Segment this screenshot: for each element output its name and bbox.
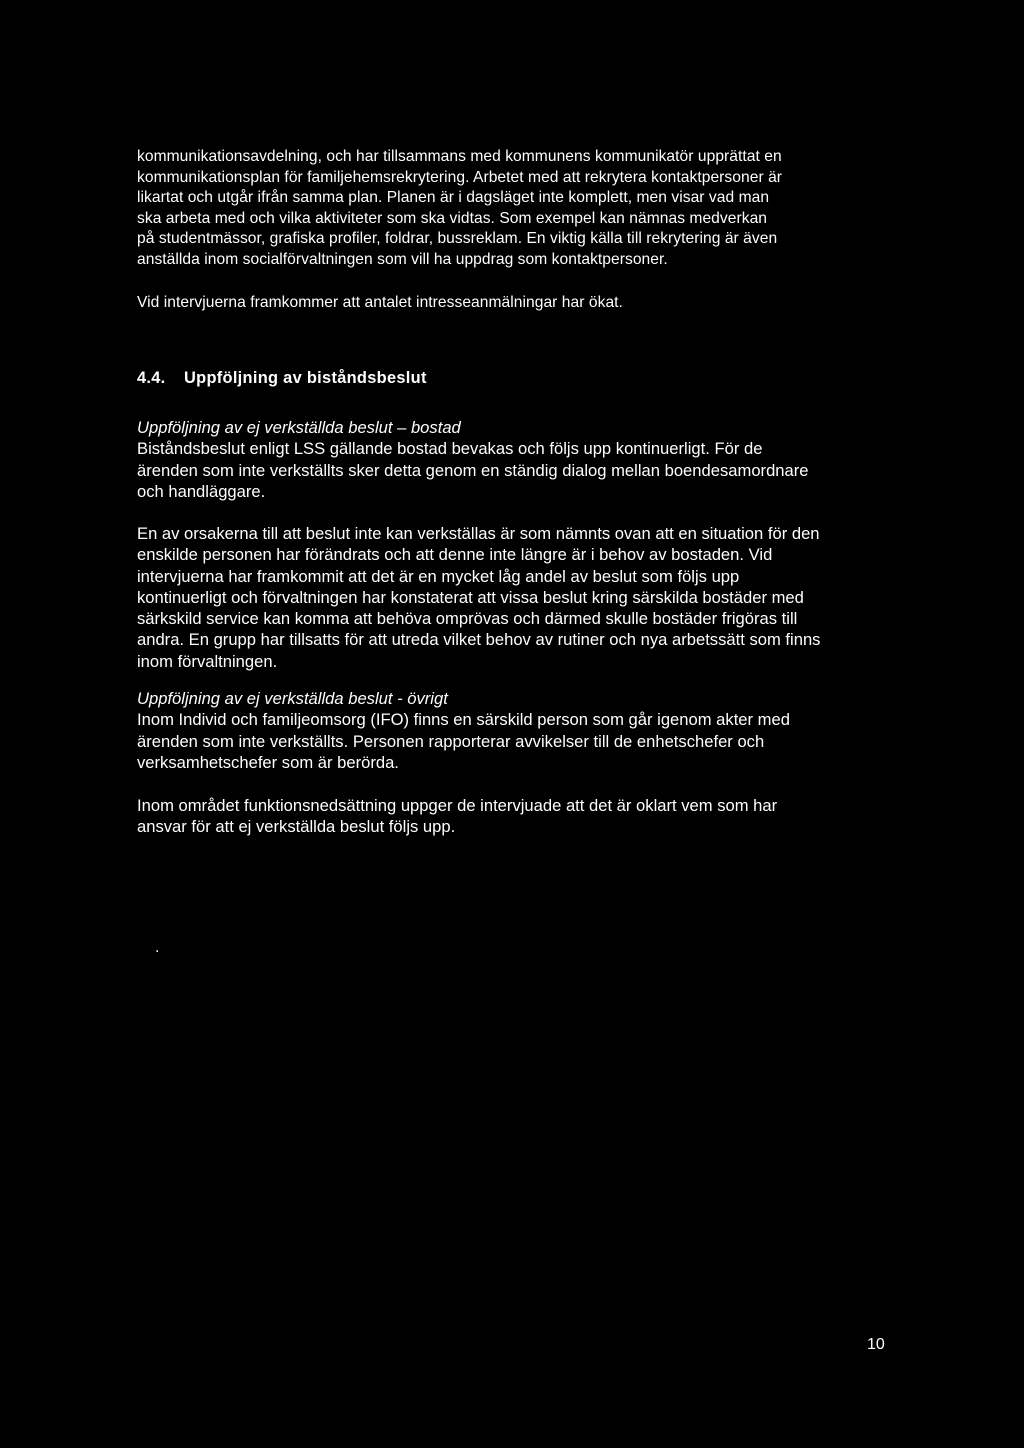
- subsection-title: Uppföljning av ej verkställda beslut - övrigt: [137, 689, 448, 708]
- section-title: Uppföljning av biståndsbeslut: [184, 369, 427, 387]
- text-line: ansvar för att ej verkställda beslut följs upp.: [137, 817, 456, 837]
- text-line: på studentmässor, grafiska profiler, foldrar, bussreklam. En viktig källa till rekrytering är även: [137, 230, 778, 248]
- text-line: ska arbeta med och vilka aktiviteter som ska vidtas. Som exempel kan nämnas medverkan: [137, 209, 768, 227]
- paragraph-recruitment: [137, 147, 897, 271]
- text-line: En av orsakerna till att beslut inte kan verkställas är som nämnts ovan att en situation för den: [137, 524, 820, 543]
- text-line: och handläggare.: [137, 481, 266, 501]
- text-line: kommunikationsavdelning, och har tillsammans med kommunens kommunikatör upprättat en: [137, 148, 782, 165]
- stray-mark: .: [155, 939, 160, 956]
- paragraph-reasons: [137, 523, 897, 672]
- text-line: kommunikationsplan för familjehemsrekrytering. Arbetet med att rekrytera kontaktpersoner är: [137, 168, 783, 186]
- section-number: 4.4.: [137, 369, 166, 387]
- text-line: enskilde personen har förändrats och att denne inte längre är i behov av bostaden. Vid: [137, 545, 773, 565]
- text-line: Inom Individ och familjeomsorg (IFO) finns en särskild person som går igenom akter med: [137, 710, 790, 730]
- page-number: 10: [867, 1336, 885, 1353]
- text-line: Biståndsbeslut enligt LSS gällande bostad bevakas och följs upp kontinuerligt. För de: [137, 439, 763, 459]
- subsection-housing: [137, 417, 897, 502]
- text-line: kontinuerligt och förvaltningen har konstaterat att vissa beslut kring särskilda bostäder med: [137, 587, 804, 607]
- paragraph-disability: [137, 795, 897, 838]
- text-line: ärenden som inte verkställts sker detta genom en ständig dialog mellan boendesamordnare: [137, 460, 809, 480]
- subsection-other: [137, 688, 897, 773]
- text-line: inom förvaltningen.: [137, 651, 278, 671]
- text-line: Inom området funktionsnedsättning uppger de intervjuade att det är oklart vem som har: [137, 796, 778, 815]
- section-heading: [137, 369, 427, 388]
- text-line: intervjuerna har framkommit att det är en mycket låg andel av beslut som följs upp: [137, 566, 740, 586]
- text-line: likartat och utgår ifrån samma plan. Planen är i dagsläget inte komplett, men visar vad man: [137, 189, 770, 207]
- text-line: särkskild service kan komma att behöva omprövas och därmed skulle bostäder frigöras till: [137, 609, 798, 629]
- text-line: ärenden som inte verkställts. Personen rapporterar avvikelser till de enhetschefer och: [137, 731, 765, 751]
- text-line: andra. En grupp har tillsatts för att utreda vilket behov av rutiner och nya arbetssätt som finns: [137, 630, 821, 650]
- text-line: anställda inom socialförvaltningen som vill ha uppdrag som kontaktpersoner.: [137, 250, 668, 268]
- subsection-title: Uppföljning av ej verkställda beslut – bostad: [137, 418, 461, 437]
- text-line: verksamhetschefer som är berörda.: [137, 752, 399, 772]
- paragraph-interviews: [137, 293, 897, 314]
- text-line: Vid intervjuerna framkommer att antalet intresseanmälningar har ökat.: [137, 294, 623, 311]
